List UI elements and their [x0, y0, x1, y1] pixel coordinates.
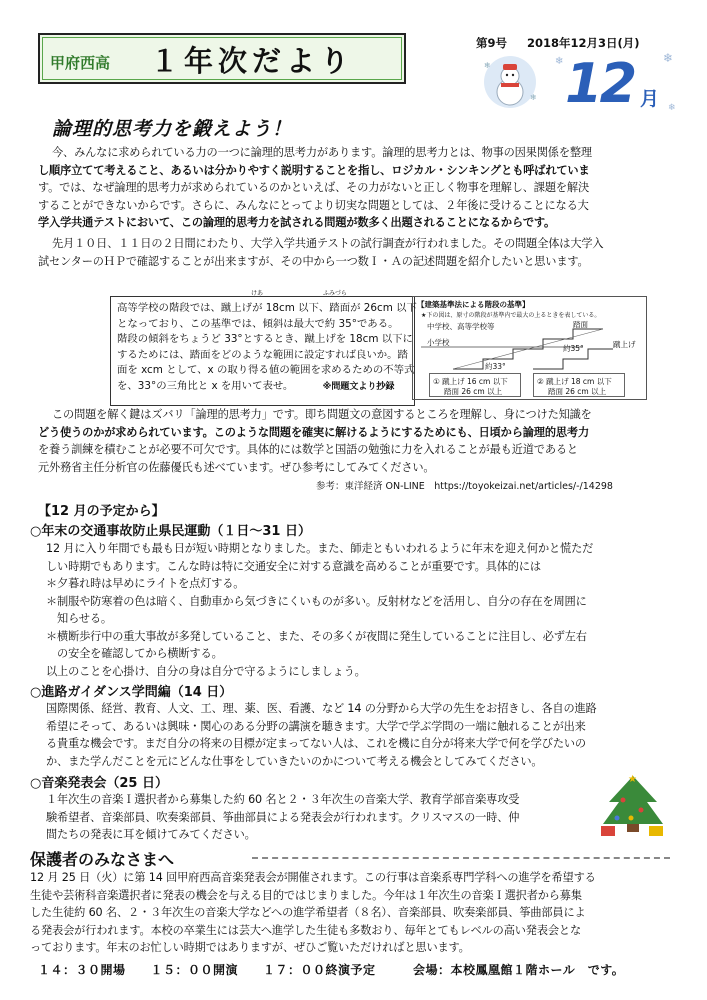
note2-keage: ② 蹴上げ 18 cm 以下	[537, 377, 612, 386]
label-elementary: 小学校	[427, 338, 450, 347]
intro-line: 学入学共通テストにおいて、この論理的思考力を試される問題が数多く出題されることになるからです。	[38, 216, 556, 229]
issue-number: 第9号	[476, 36, 508, 50]
intro-line: 先月１０日、１１日の２日間にわたり、大学入学共通テストの試行調査が行われました。その問題全体は大学入	[52, 237, 604, 250]
event-times: １４：３０開場 １５：００開演 １７：００終演予定 会場：本校鳳凰館１階ホール です。	[38, 963, 625, 977]
svg-text:❄: ❄	[555, 56, 564, 67]
parents-line: っております。年末のお忙しい時期ではありますが、ぜひご覧いただければと思います。	[30, 941, 470, 954]
problem-line: するためには、踏面をどのような範囲に設定すれば良いか。踏	[117, 348, 408, 361]
label-keage: 蹴上げ	[613, 340, 636, 349]
guidance-line: 希望にそって、あるいは興味・関心のある分野の講演を聴きます。大学で学ぶ学問の一端に触れることが出来	[46, 719, 586, 733]
reference: 参考：東洋経済 ON-LINE https://toyokeizai.net/articles/-/14298	[316, 481, 613, 492]
stairs-figure	[412, 296, 647, 400]
problem-line: 階段の傾斜をちょうど 33°とするとき、蹴上げを 18cm 以下に	[117, 333, 413, 345]
traffic-line: 知らせる。	[46, 612, 112, 625]
problem-line: を、33°の三角比と x を用いて表せ。	[117, 379, 294, 392]
answer-line: どう使うのかが求められています。このような問題を確実に解けるようにするためにも、日頃から論理的思考力	[38, 425, 589, 439]
intro-line: 今、みんなに求められている力の一つに論理的思考力があります。論理的思考力とは、物事の因果関係を整理	[52, 146, 592, 159]
section-traffic-title: ○年末の交通事故防止県民運動（１日～31 日）	[30, 524, 311, 539]
parents-line: 12 月 25 日（火）に第 14 回甲府西高音楽発表会が開催されます。この行事は音楽系専門学科への進学を希望する	[30, 871, 596, 884]
title-box	[38, 33, 406, 84]
intro-line: す。では、なぜ論理的思考力が求められているのかといえば、その力がないと正しく物事を理解し、課題を解決	[38, 181, 589, 194]
answer-line: を養う訓練を積むことが必要不可欠です。具体的には数学と国語の勉強に力を入れることが最も近道であると	[38, 443, 578, 456]
snowman-illustration	[474, 54, 546, 110]
note1-fumizura: 踏面 26 cm 以上	[444, 387, 503, 396]
label-fumizura: 踏面	[573, 320, 588, 329]
problem-box	[110, 290, 417, 406]
parents-heading: 保護者のみなさまへ	[30, 850, 175, 869]
traffic-line: 12 月に入り年間でも最も日が短い時期となりました。また、師走ともいわれるように年末を迎え何かと慌ただ	[46, 542, 594, 555]
problem-line: 高等学校の階段では、蹴上げが 18cm 以下、踏面が 26cm 以下	[117, 302, 417, 314]
note2-fumizura: 踏面 26 cm 以上	[548, 387, 607, 396]
answer-line: この問題を解く鍵はズバリ「論理的思考力」です。即ち問題文の意図するところを理解し、身につけた知識を	[52, 408, 592, 421]
intro-line: 試センターのＨＰで確認することが出来ますが、その中から一つ数Ｉ・Ａの記述問題を紹介したいと思います。	[38, 254, 589, 268]
intro-paragraph-1	[38, 144, 678, 232]
traffic-line: ＊夕暮れ時は早めにライトを点灯する。	[46, 577, 245, 590]
svg-text:❄: ❄	[530, 93, 537, 102]
section-traffic-body	[46, 540, 676, 680]
traffic-line: ＊制服や防寒着の色は暗く、自動車から気づきにくいものが多い。反射材などを活用し、自分の存在を周囲に	[46, 594, 587, 608]
headline: 論理的思考力を鍛えよう！	[52, 118, 293, 140]
section-music-title: ○音楽発表会（25 日）	[30, 776, 168, 791]
section-music-body	[46, 791, 591, 844]
figure-subcaption: ★下の図は、原寸の階段が基準内で最大の上るときを表している。	[421, 312, 601, 319]
guidance-line: か、また学んだことを元にどんな仕事をしていきたいのかについて考える機会としてみてください。	[46, 754, 543, 768]
intro-line: することができないからです。さらに、みんなにとってより切実な問題としては、２年後に受けることになる大	[38, 198, 589, 212]
traffic-line: ＊横断歩行中の重大事故が多発していること、また、その多くが夜間に発生していることに注目し、必ず左右	[46, 629, 587, 643]
christmas-tree-illustration	[595, 772, 671, 840]
month-suffix: 月	[640, 88, 660, 110]
issue-date: 2018年12月3日(月)	[527, 36, 640, 50]
music-line: 間たちの発表に耳を傾けてみてください。	[46, 828, 256, 841]
note-box-2	[533, 373, 625, 397]
guidance-line: る貴重な機会です。まだ自分の将来の目標が定まってない人は、これを機に自分が将来大学で何を学びたいの	[46, 737, 586, 750]
traffic-line: 以上のことを心掛け、自分の身は自分で守るようにしましょう。	[46, 664, 366, 678]
section-guidance-title: ○進路ガイダンス学問編（14 日）	[30, 685, 233, 700]
month-number: 12	[565, 52, 635, 115]
section-guidance-body	[46, 700, 676, 770]
parents-body	[30, 869, 678, 957]
intro-paragraph-2	[38, 235, 678, 270]
problem-line: となっており、この基準では、傾斜は最大で約 35°である。	[117, 317, 399, 330]
music-line: 験希望者、音楽部員、吹奏楽部員、筝曲部員による発表会が行われます。クリスマスの一時、仲	[46, 810, 520, 824]
svg-text:❄: ❄	[484, 61, 491, 70]
svg-text:❄: ❄	[668, 103, 676, 113]
ruby-keage: けあ	[251, 290, 264, 297]
angle-35: 約35°	[563, 344, 584, 353]
parents-line: した生徒約 60 名、２・３年次生の音楽大学などへの進学希望者（８名）、音楽部員、吹奏楽部員、筝曲部員によ	[30, 906, 586, 919]
answer-paragraph	[38, 406, 678, 476]
snowflake-decoration	[553, 50, 683, 120]
angle-33: 約33°	[485, 362, 506, 371]
figure-caption: 【建築基準法による階段の基準】	[417, 300, 530, 309]
parents-divider	[252, 857, 670, 859]
svg-text:★: ★	[628, 774, 637, 785]
note-box-1	[429, 373, 521, 397]
traffic-line: しい時期でもあります。こんな時は特に交通安全に対する意識を高めることが重要です。具体的には	[46, 559, 541, 573]
music-line: １年次生の音楽Ｉ選択者から募集した約 60 名と２・３年次生の音楽大学、教育学部音楽専攻受	[46, 793, 520, 806]
intro-line: し順序立てて考えること、あるいは分かりやすく説明することを指し、ロジカル・シンキングとも呼ばれていま	[38, 163, 590, 177]
schedule-heading: 【12 月の予定から】	[38, 504, 165, 519]
ruby-fumizura: ふみづら	[323, 290, 347, 297]
parents-line: 生徒や芸術科音楽選択者に発表の機会を与える目的ではじまりました。今年は１年次生の音楽Ｉ選択者から募集	[30, 888, 582, 902]
note1-keage: ① 蹴上げ 16 cm 以下	[433, 377, 508, 386]
svg-text:❄: ❄	[663, 51, 674, 65]
answer-line: 元外務省主任分析官の佐藤優氏も述べています。ぜひ参考にしてみてください。	[38, 460, 435, 474]
school-name: 甲府西高	[50, 54, 111, 72]
label-high-school: 中学校、高等学校等	[427, 322, 495, 331]
problem-line: 面を xcm として、x の取り得る値の範囲を求めるための不等式	[117, 364, 415, 376]
problem-note: ※問題文より抄録	[322, 381, 395, 392]
guidance-line: 国際関係、経営、教育、人文、工、理、薬、医、看護、など 14 の分野から大学の先生をお招きし、各自の進路	[46, 702, 597, 715]
parents-line: る発表会が行われます。本校の卒業生には芸大へ進学した生徒も多数おり、毎年とてもレベルの高い発表会とな	[30, 923, 581, 937]
traffic-line: の安全を確認してから横断する。	[46, 647, 223, 660]
newsletter-title: １年次だより	[150, 44, 355, 78]
